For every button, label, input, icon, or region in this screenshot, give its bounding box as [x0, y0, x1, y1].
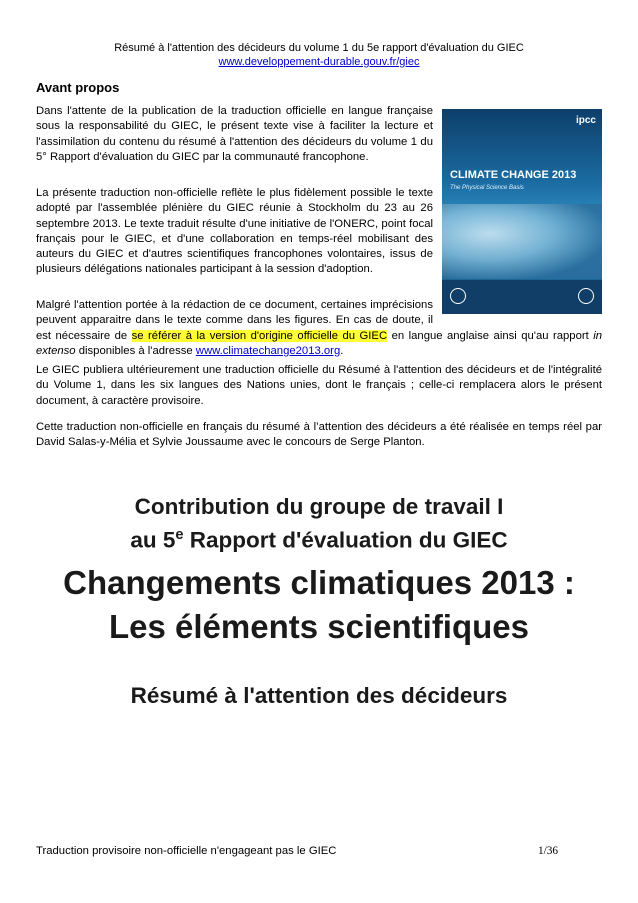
cover-title: CLIMATE CHANGE 2013 — [450, 169, 577, 181]
paragraph-1: Dans l'attente de la publication de la traduction officielle en langue française sous la responsabilité du GIEC, le présent texte vise à faciliter la lecture et l'assimilation du contenu du résumé à l'attention des décideurs du volume 1 du 5° Rapport d'évaluation du GIEC par la communauté francophone. — [36, 105, 433, 163]
cover-footer — [442, 280, 602, 314]
header-link[interactable]: www.developpement-durable.gouv.fr/giec — [218, 56, 420, 68]
page-header — [0, 41, 638, 69]
main-title-line-1: Changements climatiques 2013 : — [63, 564, 575, 601]
paragraph-3: Malgré l'attention portée à la rédaction de ce document, certaines imprécisions peuvent apparaitre dans le texte comme dans les figures. En cas de doute, il est nécessaire de se référer à la version d'origine officielle du GIEC en langue anglaise ainsi qu'au rapport in extenso disponibles à l'adresse www.climatechange2013.org. — [36, 299, 603, 357]
paragraph-2: La présente traduction non-officielle reflète le plus fidèlement possible le texte adopté par l'assemblée plénière du GIEC réunie à Stockholm du 23 au 26 septembre 2013. Le texte traduit résulte d'une initiative de l'ONERC, point focal français pour le GIEC, et d'une collaboration en temps-réel mobilisant des auteurs du GIEC et d'autres scientifiques francophones volontaires, issus de plusieurs délégations nationales participant à la session d'adoption. — [36, 187, 433, 276]
ice-image — [442, 204, 602, 279]
main-title-line-2: Les éléments scientifiques — [109, 608, 529, 645]
ipcc-logo: ipcc — [575, 115, 596, 126]
section-title: Avant propos — [36, 80, 120, 95]
report-cover-image — [442, 109, 602, 314]
climatechange-link[interactable]: www.climatechange2013.org — [195, 344, 341, 357]
cover-subtitle: The Physical Science Basis — [450, 185, 524, 191]
summary-title: Résumé à l'attention des décideurs — [130, 683, 508, 708]
footer-disclaimer: Traduction provisoire non-officielle n'engageant pas le GIEC — [36, 845, 337, 857]
unep-emblem-icon — [578, 288, 594, 304]
page-number: 1/36 — [538, 845, 559, 857]
paragraph-5: Cette traduction non-officielle en français du résumé à l’attention des décideurs a été réalisée en temps réel par David Salas-y-Mélia et Sylvie Joussaume avec le concours de Serge Planton. — [36, 421, 602, 449]
header-title: Résumé à l'attention des décideurs du volume 1 du 5e rapport d'évaluation du GIEC — [114, 42, 524, 54]
paragraph-4: Le GIEC publiera ultérieurement une traduction officielle du Résumé à l'attention des décideurs et de l'intégralité du Volume 1, dans les six langues des Nations unies, dont le français ; celle-ci remplacera alors le présent document, à caractère provisoire. — [36, 364, 602, 407]
contribution-line-1: Contribution du groupe de travail I — [134, 494, 504, 519]
wmo-emblem-icon — [450, 288, 466, 304]
paragraph-3-text: Malgré l'attention portée à la rédaction de ce document, certaines imprécisions peuvent apparaitre dans le texte comme dans les figures. En cas de doute, il est nécessaire de — [36, 299, 433, 342]
contribution-line-2: au 5e Rapport d'évaluation du GIEC — [130, 527, 508, 553]
highlighted-text: se référer à la version d'origine officielle du GIEC — [131, 329, 388, 342]
